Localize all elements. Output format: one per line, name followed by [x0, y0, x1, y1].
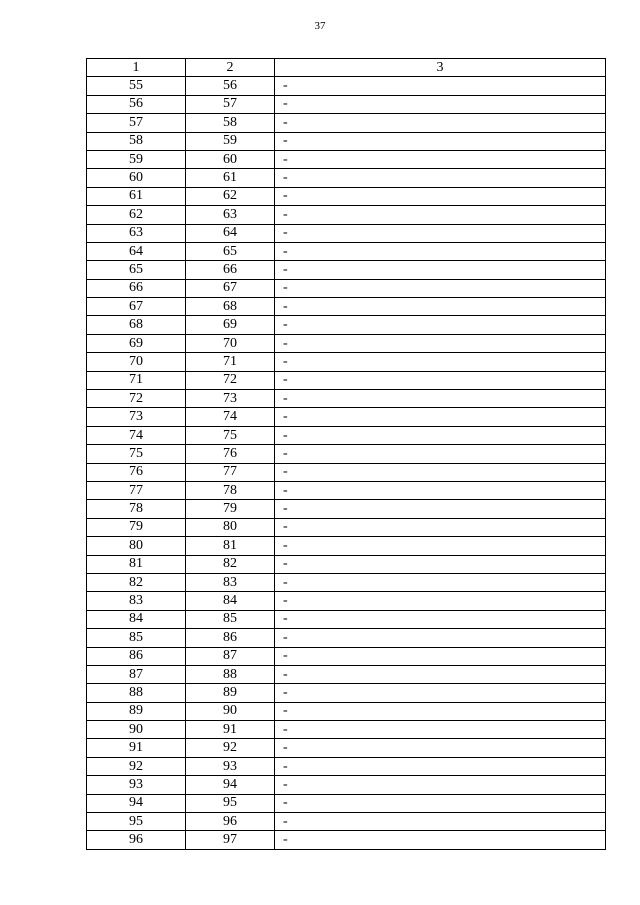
table-cell-col-3: - — [275, 813, 606, 831]
table-cell-col-2: 91 — [186, 721, 275, 739]
table-cell-col-3: - — [275, 390, 606, 408]
table-cell-col-3: - — [275, 298, 606, 316]
table-cell-col-3: - — [275, 261, 606, 279]
table-cell-col-3: - — [275, 150, 606, 168]
table-cell-col-2: 89 — [186, 684, 275, 702]
table-cell-col-2: 78 — [186, 481, 275, 499]
table-cell-col-2: 87 — [186, 647, 275, 665]
table-cell-col-3: - — [275, 316, 606, 334]
table-header-row — [87, 59, 606, 77]
table-cell-col-1: 96 — [87, 831, 186, 849]
table-cell-col-1: 81 — [87, 555, 186, 573]
table-cell-col-3: - — [275, 684, 606, 702]
table-cell-col-1: 92 — [87, 757, 186, 775]
table-cell-col-2: 56 — [186, 77, 275, 95]
table-row — [87, 390, 606, 408]
table-row — [87, 114, 606, 132]
table-cell-col-2: 80 — [186, 518, 275, 536]
table-row — [87, 445, 606, 463]
table-row — [87, 537, 606, 555]
table-cell-col-2: 79 — [186, 500, 275, 518]
table-cell-col-1: 62 — [87, 206, 186, 224]
table-cell-col-2: 62 — [186, 187, 275, 205]
table-row — [87, 721, 606, 739]
table-cell-col-1: 76 — [87, 463, 186, 481]
table-cell-col-3: - — [275, 95, 606, 113]
table-row — [87, 702, 606, 720]
table-row — [87, 813, 606, 831]
table-cell-col-1: 72 — [87, 390, 186, 408]
table-cell-col-3: - — [275, 573, 606, 591]
table-cell-col-2: 86 — [186, 629, 275, 647]
table-row — [87, 261, 606, 279]
table-cell-col-2: 59 — [186, 132, 275, 150]
table-row — [87, 187, 606, 205]
table-row — [87, 353, 606, 371]
table-cell-col-2: 64 — [186, 224, 275, 242]
table-row — [87, 776, 606, 794]
table-cell-col-1: 55 — [87, 77, 186, 95]
table-cell-col-2: 88 — [186, 665, 275, 683]
table-row — [87, 316, 606, 334]
table-cell-col-3: - — [275, 721, 606, 739]
table-row — [87, 665, 606, 683]
table-cell-col-3: - — [275, 132, 606, 150]
table-cell-col-2: 84 — [186, 592, 275, 610]
table-cell-col-1: 88 — [87, 684, 186, 702]
table-cell-col-3: - — [275, 187, 606, 205]
table-row — [87, 629, 606, 647]
table-row — [87, 206, 606, 224]
table-row — [87, 500, 606, 518]
column-header-1: 1 — [87, 59, 186, 77]
table-cell-col-1: 89 — [87, 702, 186, 720]
table-cell-col-1: 95 — [87, 813, 186, 831]
table-row — [87, 610, 606, 628]
table-cell-col-3: - — [275, 224, 606, 242]
table-row — [87, 647, 606, 665]
table-row — [87, 77, 606, 95]
table-cell-col-1: 90 — [87, 721, 186, 739]
table-cell-col-2: 66 — [186, 261, 275, 279]
table-cell-col-2: 71 — [186, 353, 275, 371]
table-cell-col-3: - — [275, 481, 606, 499]
table-cell-col-2: 94 — [186, 776, 275, 794]
table-cell-col-1: 80 — [87, 537, 186, 555]
table-row — [87, 95, 606, 113]
table-cell-col-2: 73 — [186, 390, 275, 408]
table-cell-col-3: - — [275, 518, 606, 536]
table-cell-col-2: 75 — [186, 426, 275, 444]
table-cell-col-2: 85 — [186, 610, 275, 628]
table-cell-col-2: 77 — [186, 463, 275, 481]
table-cell-col-3: - — [275, 500, 606, 518]
table-row — [87, 555, 606, 573]
table-row — [87, 573, 606, 591]
table-cell-col-1: 82 — [87, 573, 186, 591]
table-row — [87, 481, 606, 499]
table-cell-col-3: - — [275, 445, 606, 463]
table-row — [87, 684, 606, 702]
table-cell-col-3: - — [275, 665, 606, 683]
column-header-2: 2 — [186, 59, 275, 77]
table-row — [87, 592, 606, 610]
table-cell-col-2: 61 — [186, 169, 275, 187]
table-cell-col-2: 70 — [186, 334, 275, 352]
table-cell-col-3: - — [275, 702, 606, 720]
table-cell-col-3: - — [275, 555, 606, 573]
table-cell-col-3: - — [275, 592, 606, 610]
page-number: 37 — [314, 20, 326, 32]
table-cell-col-1: 78 — [87, 500, 186, 518]
table-cell-col-3: - — [275, 426, 606, 444]
table-cell-col-3: - — [275, 206, 606, 224]
table-row — [87, 757, 606, 775]
table-cell-col-2: 63 — [186, 206, 275, 224]
table-cell-col-2: 83 — [186, 573, 275, 591]
table-cell-col-1: 87 — [87, 665, 186, 683]
table-cell-col-2: 95 — [186, 794, 275, 812]
table-cell-col-3: - — [275, 114, 606, 132]
table-cell-col-3: - — [275, 831, 606, 849]
table-cell-col-3: - — [275, 739, 606, 757]
table-cell-col-2: 81 — [186, 537, 275, 555]
table-cell-col-1: 84 — [87, 610, 186, 628]
table-cell-col-2: 67 — [186, 279, 275, 297]
table-cell-col-2: 93 — [186, 757, 275, 775]
table-row — [87, 334, 606, 352]
table-cell-col-1: 71 — [87, 371, 186, 389]
table-cell-col-1: 61 — [87, 187, 186, 205]
table-cell-col-3: - — [275, 463, 606, 481]
table-cell-col-1: 70 — [87, 353, 186, 371]
table-cell-col-2: 69 — [186, 316, 275, 334]
table-cell-col-1: 58 — [87, 132, 186, 150]
table-cell-col-1: 75 — [87, 445, 186, 463]
table-cell-col-3: - — [275, 776, 606, 794]
table-cell-col-2: 58 — [186, 114, 275, 132]
table-row — [87, 169, 606, 187]
table-cell-col-3: - — [275, 757, 606, 775]
table-cell-col-2: 96 — [186, 813, 275, 831]
table-cell-col-1: 56 — [87, 95, 186, 113]
table-cell-col-1: 77 — [87, 481, 186, 499]
table-row — [87, 298, 606, 316]
table-row — [87, 463, 606, 481]
table-cell-col-3: - — [275, 794, 606, 812]
table-cell-col-1: 79 — [87, 518, 186, 536]
table-cell-col-1: 67 — [87, 298, 186, 316]
table-cell-col-1: 91 — [87, 739, 186, 757]
table-cell-col-3: - — [275, 169, 606, 187]
table-cell-col-3: - — [275, 610, 606, 628]
table-cell-col-1: 73 — [87, 408, 186, 426]
table-row — [87, 279, 606, 297]
table-row — [87, 150, 606, 168]
table-cell-col-2: 92 — [186, 739, 275, 757]
table-row — [87, 408, 606, 426]
table-cell-col-2: 60 — [186, 150, 275, 168]
table-cell-col-1: 57 — [87, 114, 186, 132]
table-cell-col-1: 93 — [87, 776, 186, 794]
table-cell-col-3: - — [275, 647, 606, 665]
table-cell-col-3: - — [275, 408, 606, 426]
data-table-container — [86, 58, 605, 850]
table-cell-col-1: 85 — [87, 629, 186, 647]
table-cell-col-1: 64 — [87, 242, 186, 260]
table-cell-col-1: 66 — [87, 279, 186, 297]
table-cell-col-2: 72 — [186, 371, 275, 389]
table-cell-col-2: 97 — [186, 831, 275, 849]
table-cell-col-3: - — [275, 537, 606, 555]
table-cell-col-1: 83 — [87, 592, 186, 610]
table-cell-col-2: 68 — [186, 298, 275, 316]
table-row — [87, 794, 606, 812]
table-cell-col-3: - — [275, 629, 606, 647]
table-cell-col-1: 94 — [87, 794, 186, 812]
table-row — [87, 831, 606, 849]
table-cell-col-3: - — [275, 334, 606, 352]
table-row — [87, 224, 606, 242]
table-cell-col-3: - — [275, 242, 606, 260]
table-cell-col-1: 74 — [87, 426, 186, 444]
table-row — [87, 242, 606, 260]
table-row — [87, 739, 606, 757]
table-cell-col-1: 65 — [87, 261, 186, 279]
table-cell-col-2: 90 — [186, 702, 275, 720]
table-row — [87, 518, 606, 536]
table-cell-col-3: - — [275, 279, 606, 297]
table-cell-col-2: 74 — [186, 408, 275, 426]
data-table — [86, 58, 606, 850]
table-cell-col-3: - — [275, 77, 606, 95]
table-cell-col-2: 65 — [186, 242, 275, 260]
table-body — [87, 77, 606, 849]
table-cell-col-2: 76 — [186, 445, 275, 463]
table-cell-col-1: 60 — [87, 169, 186, 187]
table-row — [87, 426, 606, 444]
table-row — [87, 371, 606, 389]
table-cell-col-1: 69 — [87, 334, 186, 352]
table-cell-col-3: - — [275, 353, 606, 371]
table-cell-col-1: 59 — [87, 150, 186, 168]
table-cell-col-1: 63 — [87, 224, 186, 242]
table-cell-col-3: - — [275, 371, 606, 389]
column-header-3: 3 — [275, 59, 606, 77]
table-cell-col-2: 57 — [186, 95, 275, 113]
table-row — [87, 132, 606, 150]
table-cell-col-1: 86 — [87, 647, 186, 665]
table-cell-col-1: 68 — [87, 316, 186, 334]
table-cell-col-2: 82 — [186, 555, 275, 573]
